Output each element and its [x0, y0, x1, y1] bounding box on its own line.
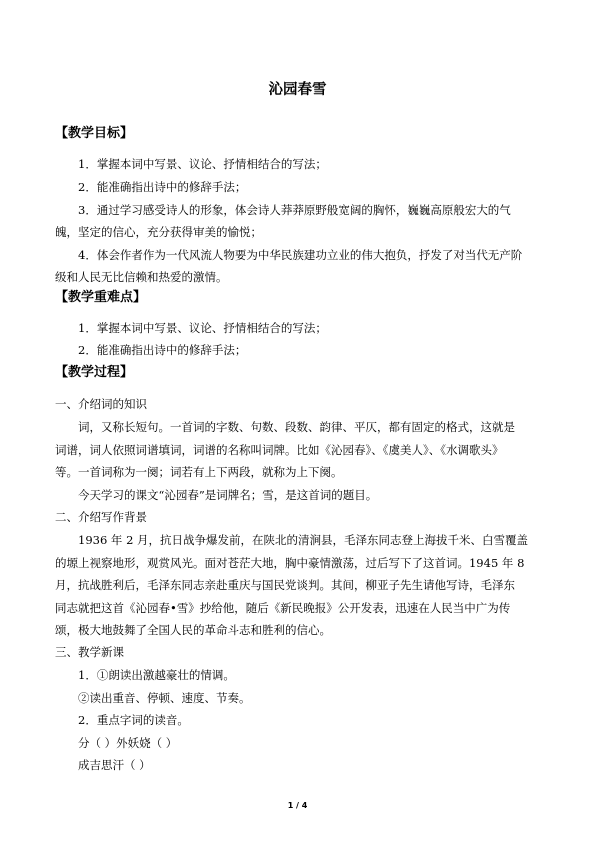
process-line: 同志就把这首《沁园春•雪》抄给他，随后《新民晚报》公开发表，迅速在人民当中广为传: [55, 601, 511, 615]
process-line: 的塬上视察地形，观赏风光。面对苍茫大地，胸中豪情激荡，过后写下了这首词。1945 年 8: [55, 556, 525, 570]
page-number: 1 / 4: [287, 801, 308, 810]
process-line: 1．①朗读出激越豪壮的情调。: [78, 668, 235, 682]
key-point-line: 2．能准确指出诗中的修辞手法；: [78, 343, 247, 357]
process-line: 1936 年 2 月，抗日战争爆发前，在陕北的清涧县，毛泽东同志登上海拔千米、白雪覆盖: [78, 533, 529, 547]
section-heading-key-points: 【教学重难点】: [55, 290, 147, 305]
process-subheading: 二、介绍写作背景: [55, 510, 147, 524]
goal-line: 4．体会作者作为一代风流人物要为中华民族建功立业的伟大抱负，抒发了对当代无产阶: [78, 248, 523, 262]
goal-line: 1．掌握本词中写景、议论、抒情相结合的写法；: [78, 157, 327, 171]
goal-line: 魄，坚定的信心，充分获得审美的愉悦；: [55, 225, 262, 239]
process-line: 分（ ）外妖娆（ ）: [78, 736, 178, 750]
key-point-line: 1．掌握本词中写景、议论、抒情相结合的写法；: [78, 321, 327, 335]
section-heading-goals: 【教学目标】: [55, 126, 134, 141]
process-line: 颂，极大地鼓舞了全国人民的革命斗志和胜利的信心。: [55, 623, 331, 637]
process-line: 词谱，词人依照词谱填词，词谱的名称叫词牌。比如《沁园春》、《虞美人》、《水调歌头》: [55, 443, 504, 457]
process-line: ②读出重音、停顿、速度、节奏。: [78, 691, 251, 705]
process-line: 词，又称长短句。一首词的字数、句数、段数、韵律、平仄，都有固定的格式，这就是: [78, 420, 515, 434]
section-heading-process: 【教学过程】: [55, 365, 134, 380]
process-line: 等。一首词称为一阕；词若有上下两段，就称为上下阕。: [55, 465, 343, 479]
process-subheading: 一、介绍词的知识: [55, 397, 147, 411]
process-line: 成吉思汗（ ）: [78, 758, 151, 772]
process-line: 今天学习的课文“沁园春”是词牌名；雪，是这首词的题目。: [78, 488, 378, 502]
process-subheading: 三、教学新课: [55, 645, 124, 659]
process-line: 月，抗战胜利后，毛泽东同志亲赴重庆与国民党谈判。其间，柳亚子先生请他写诗，毛泽东: [55, 578, 515, 592]
goal-line: 3．通过学习感受诗人的形象，体会诗人莽莽原野般宽阔的胸怀，巍巍高原般宏大的气: [78, 203, 511, 217]
page-title: 沁园春雪: [268, 82, 327, 98]
process-line: 2．重点字词的读音。: [78, 713, 189, 727]
goal-line: 级和人民无比信赖和热爱的激情。: [55, 270, 228, 284]
goal-line: 2．能准确指出诗中的修辞手法；: [78, 180, 247, 194]
